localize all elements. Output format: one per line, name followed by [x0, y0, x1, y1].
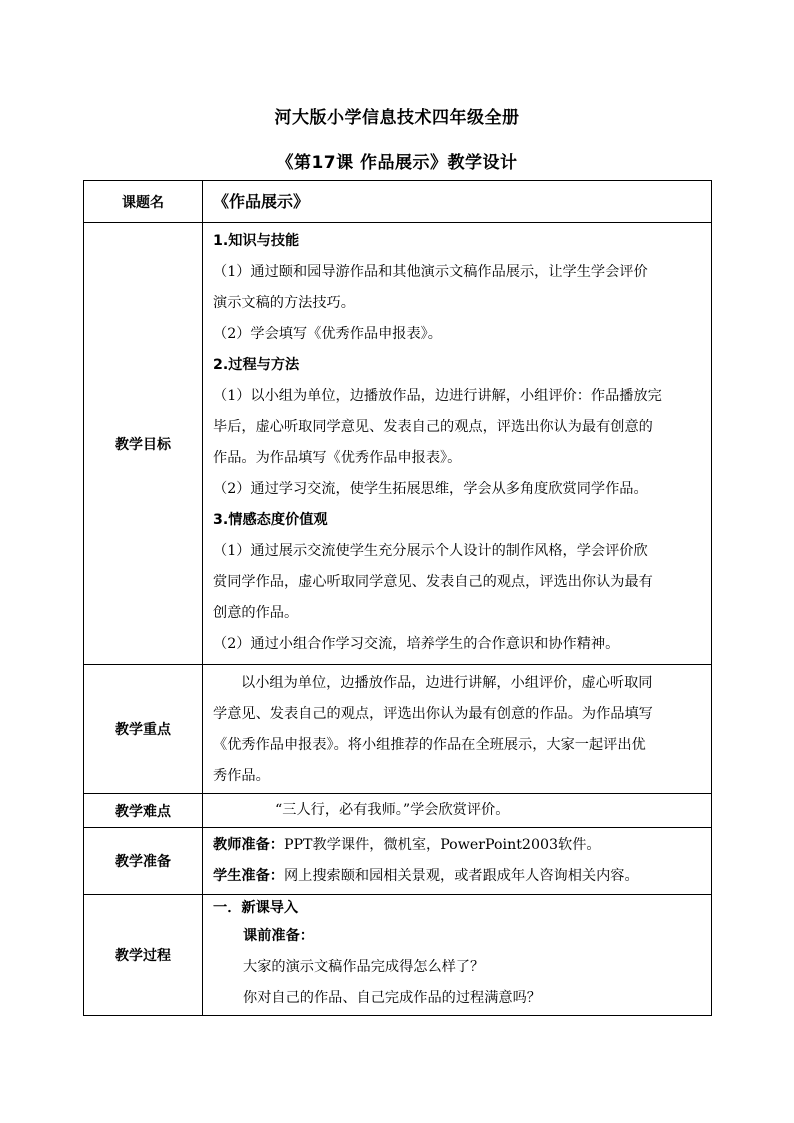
- table-row-topic: [84, 181, 712, 223]
- process-subheading: 课前准备：: [243, 928, 314, 944]
- document-title: 河大版小学信息技术四年级全册: [274, 108, 520, 128]
- row-label-objectives: 教学目标: [84, 223, 203, 665]
- table-row-process: [84, 895, 712, 1016]
- table-row-key-points: [84, 665, 712, 794]
- objective-text: 创意的作品。: [213, 605, 299, 621]
- document-subtitle: 《第17课 作品展示》教学设计: [276, 153, 518, 173]
- teacher-preparation-label: 教师准备：: [213, 837, 284, 853]
- row-label-process: 教学过程: [84, 895, 203, 1016]
- objective-heading-process: 2.过程与方法: [213, 357, 300, 373]
- table-row-objectives: [84, 223, 712, 665]
- objective-text: （2）通过小组合作学习交流，培养学生的合作意识和协作精神。: [213, 636, 620, 652]
- key-points-text: 以小组为单位，边播放作品，边进行讲解，小组评价，虚心听取同: [241, 675, 653, 691]
- process-text: 你对自己的作品、自己完成作品的过程满意吗？: [243, 990, 541, 1006]
- row-label-topic: 课题名: [84, 181, 203, 223]
- student-preparation-text: 网上搜索颐和园相关景观，或者跟成年人咨询相关内容。: [283, 868, 639, 884]
- table-row-preparation: [84, 828, 712, 895]
- topic-value: 《作品展示》: [213, 192, 310, 211]
- table-row-difficulty: [84, 794, 712, 828]
- objective-text: 赏同学作品，虚心听取同学意见、发表自己的观点，评选出你认为最有: [213, 574, 653, 590]
- key-points-text: 《优秀作品申报表》。将小组推荐的作品在全班展示，大家一起评出优: [213, 737, 646, 753]
- difficulty-text: “三人行，必有我师。”学会欣赏评价。: [275, 802, 510, 818]
- student-preparation: [213, 861, 705, 892]
- row-label-preparation: 教学准备: [84, 828, 203, 895]
- process-text: 大家的演示文稿作品完成得怎么样了？: [243, 959, 485, 975]
- row-label-key-points: 教学重点: [84, 665, 203, 794]
- objective-text: 演示文稿的方法技巧。: [213, 295, 355, 311]
- objective-text: （2）通过学习交流，使学生拓展思维，学会从多角度欣赏同学作品。: [213, 481, 648, 497]
- process-section-heading: 一．新课导入: [213, 900, 299, 916]
- objective-text: （1）通过颐和园导游作品和其他演示文稿作品展示，让学生学会评价: [213, 264, 648, 280]
- objective-heading-knowledge: 1.知识与技能: [213, 233, 300, 249]
- student-preparation-label: 学生准备：: [213, 868, 284, 884]
- teacher-preparation-text: PPT教学课件，微机室，PowerPoint2003软件。: [283, 837, 601, 853]
- objective-text: 毕后，虚心听取同学意见、发表自己的观点，评选出你认为最有创意的: [213, 419, 653, 435]
- objective-text: 作品。为作品填写《优秀作品申报表》。: [213, 450, 462, 466]
- objective-text: （1）以小组为单位，边播放作品，边进行讲解，小组评价：作品播放完: [213, 388, 662, 404]
- teacher-preparation: [213, 830, 705, 861]
- objective-text: （2）学会填写《优秀作品申报表》。: [213, 326, 442, 342]
- objective-text: （1）通过展示交流使学生充分展示个人设计的制作风格，学会评价欣: [213, 543, 648, 559]
- objective-heading-attitude: 3.情感态度价值观: [213, 512, 328, 528]
- lesson-plan-table: [83, 180, 712, 1016]
- key-points-text: 学意见、发表自己的观点，评选出你认为最有创意的作品。为作品填写: [213, 706, 653, 722]
- key-points-text: 秀作品。: [213, 768, 270, 784]
- row-label-difficulty: 教学难点: [84, 794, 203, 828]
